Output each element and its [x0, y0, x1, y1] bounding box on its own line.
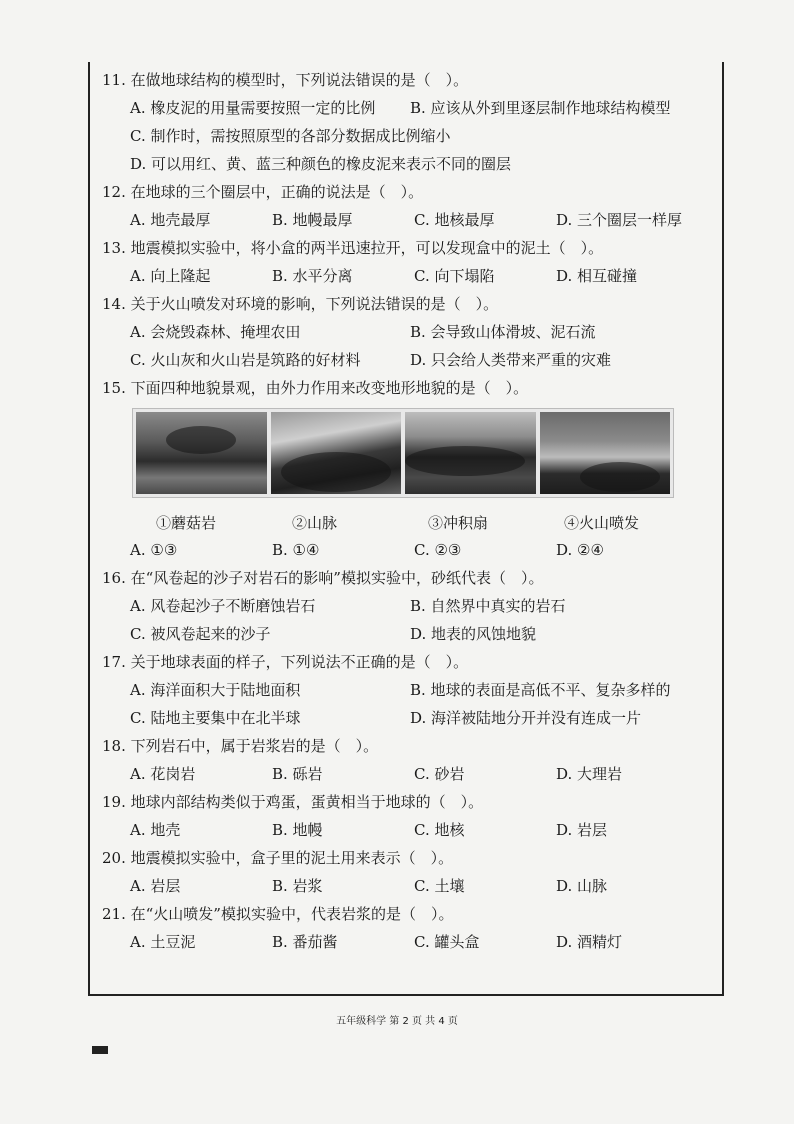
- option-b[interactable]: B. 地幔最厚: [272, 211, 353, 229]
- option-a[interactable]: A. 岩层: [130, 877, 181, 895]
- option-c[interactable]: C. 火山灰和火山岩是筑路的好材料: [130, 351, 361, 369]
- option-d[interactable]: D. 岩层: [556, 821, 608, 839]
- question-21: [102, 900, 702, 956]
- option-c[interactable]: C. 向下塌陷: [414, 267, 495, 285]
- question-17: [102, 648, 702, 732]
- question-stem: 13. 地震模拟实验中，将小盒的两半迅速拉开，可以发现盒中的泥土（ ）。: [102, 239, 604, 257]
- question-19: [102, 788, 702, 844]
- option-d[interactable]: D. 大理岩: [556, 765, 623, 783]
- caption-4: ④火山喷发: [564, 514, 640, 532]
- option-b[interactable]: B. 地幔: [272, 821, 323, 839]
- option-a[interactable]: A. 地壳最厚: [130, 211, 211, 229]
- mushroom-rock-photo: [136, 412, 267, 494]
- question-16: [102, 564, 702, 648]
- question-12: [102, 178, 702, 234]
- question-14: [102, 290, 702, 374]
- question-18: [102, 732, 702, 788]
- photo-captions: [102, 510, 702, 536]
- option-b[interactable]: B. 番茄酱: [272, 933, 338, 951]
- question-13: [102, 234, 702, 290]
- question-stem: 18. 下列岩石中，属于岩浆岩的是（ ）。: [102, 737, 379, 755]
- option-c[interactable]: C. 罐头盒: [414, 933, 480, 951]
- question-11: [102, 66, 702, 178]
- question-15: [102, 374, 702, 564]
- volcano-eruption-photo: [540, 412, 671, 494]
- question-stem: 16. 在“风卷起的沙子对岩石的影响”模拟实验中，砂纸代表（ ）。: [102, 569, 544, 587]
- option-a[interactable]: A. ①③: [130, 541, 178, 559]
- option-d[interactable]: D. 酒精灯: [556, 933, 623, 951]
- question-stem: 19. 地球内部结构类似于鸡蛋，蛋黄相当于地球的（ ）。: [102, 793, 484, 811]
- question-20: [102, 844, 702, 900]
- option-a[interactable]: A. 向上隆起: [130, 267, 211, 285]
- question-list: [102, 66, 702, 956]
- caption-3: ③冲积扇: [428, 514, 489, 532]
- option-b[interactable]: B. 应该从外到里逐层制作地球结构模型: [410, 99, 671, 117]
- caption-1: ①蘑菇岩: [156, 514, 217, 532]
- option-d[interactable]: D. 海洋被陆地分开并没有连成一片: [410, 709, 642, 727]
- option-d[interactable]: D. 山脉: [556, 877, 608, 895]
- option-c[interactable]: C. 地核最厚: [414, 211, 495, 229]
- option-c[interactable]: C. ②③: [414, 541, 462, 559]
- option-b[interactable]: B. 地球的表面是高低不平、复杂多样的: [410, 681, 671, 699]
- option-d[interactable]: D. ②④: [556, 541, 604, 559]
- option-a[interactable]: A. 地壳: [130, 821, 181, 839]
- option-c[interactable]: C. 制作时，需按照原型的各部分数据成比例缩小: [130, 127, 451, 145]
- option-a[interactable]: A. 花岗岩: [130, 765, 196, 783]
- option-d[interactable]: D. 地表的风蚀地貌: [410, 625, 537, 643]
- option-a[interactable]: A. 会烧毁森林、掩埋农田: [130, 323, 301, 341]
- option-b[interactable]: B. 水平分离: [272, 267, 353, 285]
- question-stem: 14. 关于火山喷发对环境的影响，下列说法错误的是（ ）。: [102, 295, 499, 313]
- option-b[interactable]: B. 岩浆: [272, 877, 323, 895]
- landform-photo-strip: [132, 408, 674, 498]
- option-c[interactable]: C. 地核: [414, 821, 465, 839]
- option-d[interactable]: D. 可以用红、黄、蓝三种颜色的橡皮泥来表示不同的圈层: [130, 155, 512, 173]
- option-d[interactable]: D. 三个圈层一样厚: [556, 211, 683, 229]
- question-stem: 17. 关于地球表面的样子，下列说法不正确的是（ ）。: [102, 653, 469, 671]
- option-b[interactable]: B. ①④: [272, 541, 320, 559]
- option-a[interactable]: A. 风卷起沙子不断磨蚀岩石: [130, 597, 316, 615]
- option-c[interactable]: C. 土壤: [414, 877, 465, 895]
- option-c[interactable]: C. 砂岩: [414, 765, 465, 783]
- option-b[interactable]: B. 会导致山体滑坡、泥石流: [410, 323, 596, 341]
- option-b[interactable]: B. 砾岩: [272, 765, 323, 783]
- option-a[interactable]: A. 海洋面积大于陆地面积: [130, 681, 301, 699]
- question-stem: 20. 地震模拟实验中，盒子里的泥土用来表示（ ）。: [102, 849, 454, 867]
- option-d[interactable]: D. 相互碰撞: [556, 267, 638, 285]
- question-stem: 12. 在地球的三个圈层中，正确的说法是（ ）。: [102, 183, 424, 201]
- option-b[interactable]: B. 自然界中真实的岩石: [410, 597, 566, 615]
- question-stem: 15. 下面四种地貌景观，由外力作用来改变地形地貌的是（ ）。: [102, 379, 529, 397]
- option-c[interactable]: C. 被风卷起来的沙子: [130, 625, 271, 643]
- scan-mark: [92, 1046, 108, 1054]
- option-a[interactable]: A. 土豆泥: [130, 933, 196, 951]
- alluvial-fan-photo: [405, 412, 536, 494]
- caption-2: ②山脉: [292, 514, 338, 532]
- option-c[interactable]: C. 陆地主要集中在北半球: [130, 709, 301, 727]
- mountain-range-photo: [271, 412, 402, 494]
- option-a[interactable]: A. 橡皮泥的用量需要按照一定的比例: [130, 99, 376, 117]
- page-footer: 五年级科学 第 2 页 共 4 页: [336, 1016, 458, 1027]
- option-d[interactable]: D. 只会给人类带来严重的灾难: [410, 351, 612, 369]
- question-stem: 11. 在做地球结构的模型时，下列说法错误的是（ ）。: [102, 71, 469, 89]
- question-stem: 21. 在“火山喷发”模拟实验中，代表岩浆的是（ ）。: [102, 905, 454, 923]
